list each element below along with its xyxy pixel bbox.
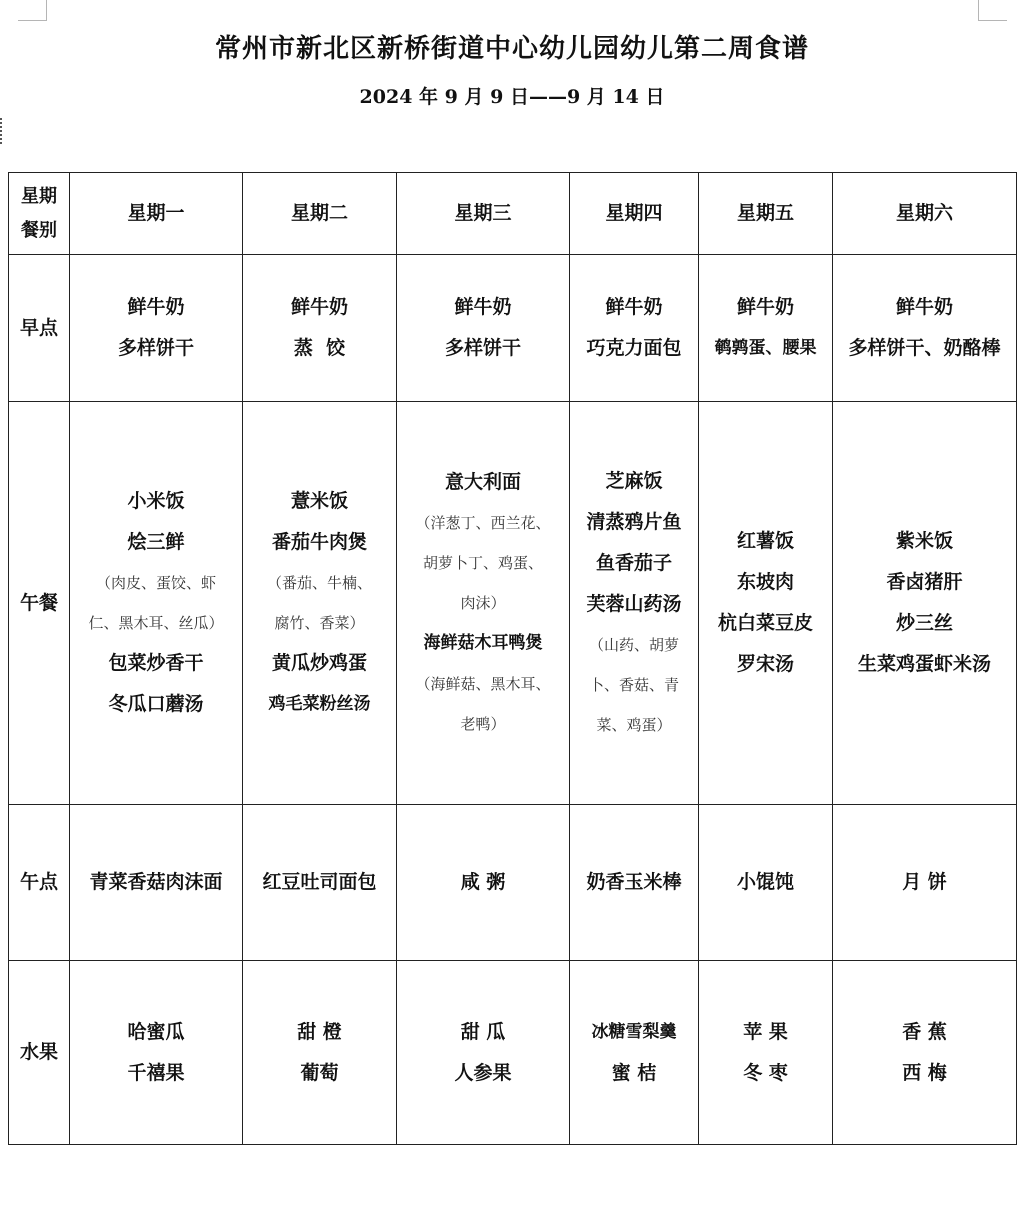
menu-item: 红薯饭 [736, 530, 794, 552]
menu-item: 冬 枣 [743, 1061, 788, 1084]
ingredient-note: 菜、鸡蛋） [596, 716, 672, 734]
menu-item: 小米饭 [127, 490, 185, 512]
menu-item: 薏米饭 [290, 490, 348, 512]
menu-item: 人参果 [454, 1061, 512, 1084]
ingredient-note: （山药、胡萝 [588, 636, 679, 654]
menu-item: 多样饼干 [117, 337, 194, 359]
menu-item: 鲜牛奶 [895, 296, 953, 318]
snack-cell-thu: 奶香玉米棒 [570, 805, 699, 961]
menu-item: 鲜牛奶 [454, 296, 512, 318]
menu-item: 香 蕉 [902, 1020, 947, 1043]
menu-item: 蒸 饺 [293, 337, 346, 359]
day-header-wed: 星期三 [397, 173, 570, 255]
menu-item: 甜 瓜 [460, 1020, 506, 1043]
menu-item: 芝麻饭 [605, 470, 663, 492]
breakfast-cell-tue [243, 255, 397, 402]
row-label-fruit: 水果 [9, 961, 70, 1145]
menu-item: 杭白菜豆皮 [717, 612, 813, 634]
corner-meal-label: 餐别 [21, 219, 57, 241]
snack-row [9, 805, 1017, 961]
ingredient-note: 肉沫） [460, 594, 506, 612]
menu-item: 意大利面 [444, 471, 521, 493]
snack-cell-fri: 小馄饨 [699, 805, 833, 961]
menu-item: 鲜牛奶 [127, 296, 185, 318]
menu-item: 罗宋汤 [736, 653, 794, 675]
ingredient-note: （肉皮、蛋饺、虾 [95, 574, 216, 592]
header-corner-cell [9, 173, 70, 255]
menu-item: 番茄牛肉煲 [271, 531, 367, 553]
menu-item: 冰糖雪梨羹 [591, 1021, 677, 1042]
ingredient-note: 卜、香菇、青 [588, 676, 679, 694]
menu-item: 千禧果 [127, 1061, 185, 1084]
menu-item: 西 梅 [902, 1061, 947, 1084]
ingredient-note: 老鸭） [460, 715, 506, 733]
menu-item: 鹌鹑蛋、腰果 [714, 338, 817, 358]
menu-item: 海鲜菇木耳鸭煲 [423, 633, 543, 653]
ingredient-note: （洋葱丁、西兰花、 [415, 514, 551, 532]
menu-item: 多样饼干、奶酪棒 [848, 337, 1001, 359]
breakfast-cell-sat [833, 255, 1017, 402]
fruit-cell-wed [397, 961, 570, 1145]
lunch-cell-mon [70, 402, 243, 805]
fruit-cell-thu [570, 961, 699, 1145]
menu-item: 芙蓉山药汤 [586, 593, 682, 615]
breakfast-cell-mon [70, 255, 243, 402]
date-range: 2024 年 9 月 9 日——9 月 14 日 [359, 86, 665, 108]
fruit-cell-fri [699, 961, 833, 1145]
menu-item: 清蒸鸦片鱼 [586, 511, 682, 533]
snack-cell-tue: 红豆吐司面包 [243, 805, 397, 961]
menu-item: 生菜鸡蛋虾米汤 [857, 653, 991, 675]
snack-cell-sat: 月 饼 [833, 805, 1017, 961]
menu-item: 鱼香茄子 [595, 552, 672, 574]
ingredient-note: 腐竹、香菜） [274, 614, 365, 632]
menu-item: 鸡毛菜粉丝汤 [268, 694, 371, 714]
menu-item: 东坡肉 [736, 571, 794, 593]
menu-item: 哈蜜瓜 [127, 1020, 185, 1043]
day-header-thu: 星期四 [570, 173, 699, 255]
menu-item: 苹 果 [743, 1020, 788, 1043]
corner-weekday-label: 星期 [21, 185, 57, 207]
breakfast-cell-wed [397, 255, 570, 402]
row-label-snack: 午点 [9, 805, 70, 961]
snack-cell-wed: 咸 粥 [397, 805, 570, 961]
page-corner-mark-left [18, 0, 47, 21]
lunch-cell-fri [699, 402, 833, 805]
lunch-row [9, 402, 1017, 805]
menu-item: 黄瓜炒鸡蛋 [271, 652, 367, 674]
page-title: 常州市新北区新桥街道中心幼儿园幼儿第二周食谱 [214, 34, 809, 64]
lunch-cell-sat [833, 402, 1017, 805]
menu-item: 炒三丝 [895, 612, 953, 634]
breakfast-row [9, 255, 1017, 402]
margin-marker [0, 118, 5, 144]
menu-item: 鲜牛奶 [736, 296, 794, 318]
fruit-cell-mon [70, 961, 243, 1145]
ingredient-note: （番茄、牛楠、 [266, 574, 372, 592]
day-header-tue: 星期二 [243, 173, 397, 255]
menu-table [8, 172, 1017, 1145]
menu-item: 冬瓜口蘑汤 [108, 693, 204, 715]
menu-item: 紫米饭 [895, 530, 953, 552]
fruit-row [9, 961, 1017, 1145]
menu-item: 多样饼干 [444, 337, 521, 359]
fruit-cell-sat [833, 961, 1017, 1145]
page-corner-mark-right [978, 0, 1007, 21]
menu-item: 鲜牛奶 [605, 296, 663, 318]
menu-item: 香卤猪肝 [886, 571, 963, 593]
row-label-lunch: 午餐 [9, 402, 70, 805]
breakfast-cell-fri [699, 255, 833, 402]
menu-item: 烩三鲜 [127, 531, 185, 553]
header-row [9, 173, 1017, 255]
day-header-sat: 星期六 [833, 173, 1017, 255]
menu-item: 巧克力面包 [586, 337, 682, 359]
lunch-cell-wed [397, 402, 570, 805]
menu-item: 葡萄 [300, 1061, 339, 1084]
fruit-cell-tue [243, 961, 397, 1145]
breakfast-cell-thu [570, 255, 699, 402]
snack-cell-mon: 青菜香菇肉沫面 [70, 805, 243, 961]
lunch-cell-thu [570, 402, 699, 805]
menu-item: 甜 橙 [297, 1020, 342, 1043]
menu-item: 鲜牛奶 [290, 296, 348, 318]
menu-item: 包菜炒香干 [108, 652, 204, 674]
ingredient-note: 仁、黑木耳、丝瓜） [88, 614, 224, 632]
lunch-cell-tue [243, 402, 397, 805]
day-header-fri: 星期五 [699, 173, 833, 255]
day-header-mon: 星期一 [70, 173, 243, 255]
row-label-breakfast: 早点 [9, 255, 70, 402]
menu-item: 蜜 桔 [611, 1061, 657, 1084]
ingredient-note: （海鲜菇、黑木耳、 [415, 675, 551, 693]
ingredient-note: 胡萝卜丁、鸡蛋、 [422, 554, 543, 572]
